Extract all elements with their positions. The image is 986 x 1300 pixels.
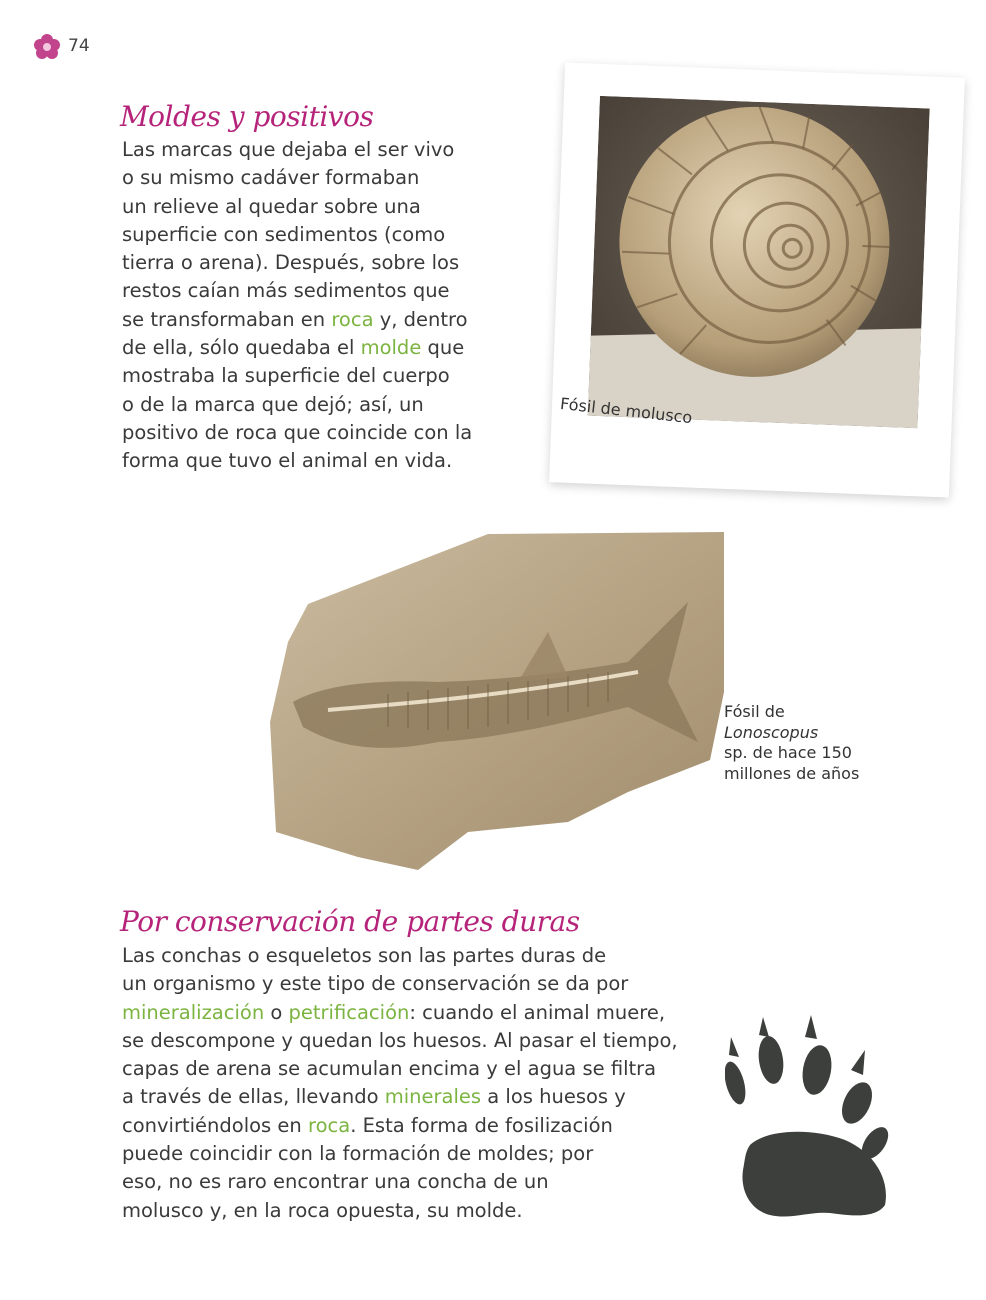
- section-paragraph-moldes: [122, 136, 542, 476]
- text-run: : cuando el animal muere, se descompone y quedan los huesos. Al pasar el tiempo, capas de arena se acumulan encima y el agua se filtra a través de ellas, llevando: [122, 1000, 678, 1109]
- caption-line: sp. de hace 150: [724, 743, 852, 762]
- caption-line: millones de años: [724, 763, 860, 783]
- text-run: y, dentro de ella, sólo quedaba el: [122, 307, 468, 360]
- text-run: . Esta forma de fosilización puede coincidir con la formación de moldes; por eso, no es raro encontrar una concha de un molusco y, en la roca opuesta, su molde.: [122, 1113, 613, 1222]
- text-run: Las conchas o esqueletos son las partes duras de un organismo y este tipo de conservación se da por: [122, 944, 629, 996]
- ammonite-fossil-image: [588, 96, 930, 428]
- highlighted-term: roca: [307, 1113, 351, 1137]
- flower-icon: [32, 32, 62, 62]
- fish-fossil-image: [268, 532, 724, 872]
- caption-line: Lonoscopus: [724, 722, 819, 742]
- text-run: Las marcas que dejaba el ser vivo o su mismo cadáver formaban un relieve al quedar sobre una superficie con sedimentos (como tierra o arena). Después, sobre los restos caían más sedimentos que se transformaban en: [122, 138, 460, 331]
- section-heading-partes-duras: Por conservación de partes duras: [120, 905, 580, 938]
- caption-line: Fósil de: [724, 702, 785, 721]
- page-number: 74: [68, 36, 90, 56]
- text-run: que mostraba la superficie del cuerpo o de la marca que dejó; así, un positivo de roca que coincide con la forma que tuvo el animal en vida.: [122, 336, 473, 473]
- animal-footprint-icon: [725, 1015, 895, 1225]
- photo-caption-lonoscopus: [724, 702, 859, 784]
- section-paragraph-partes-duras: [122, 942, 722, 1225]
- text-run: a los huesos y convirtiéndolos en: [122, 1085, 626, 1137]
- highlighted-term: roca: [331, 307, 374, 331]
- section-heading-moldes: Moldes y positivos: [120, 100, 374, 133]
- highlighted-term: petrificación: [288, 1000, 410, 1024]
- text-run: o: [264, 1000, 289, 1024]
- photo-card-molusco: [549, 62, 965, 497]
- highlighted-term: mineralización: [122, 1000, 265, 1024]
- highlighted-term: molde: [360, 336, 422, 360]
- photo-caption-molusco: Fósil de molusco: [559, 393, 694, 428]
- highlighted-term: minerales: [384, 1085, 482, 1109]
